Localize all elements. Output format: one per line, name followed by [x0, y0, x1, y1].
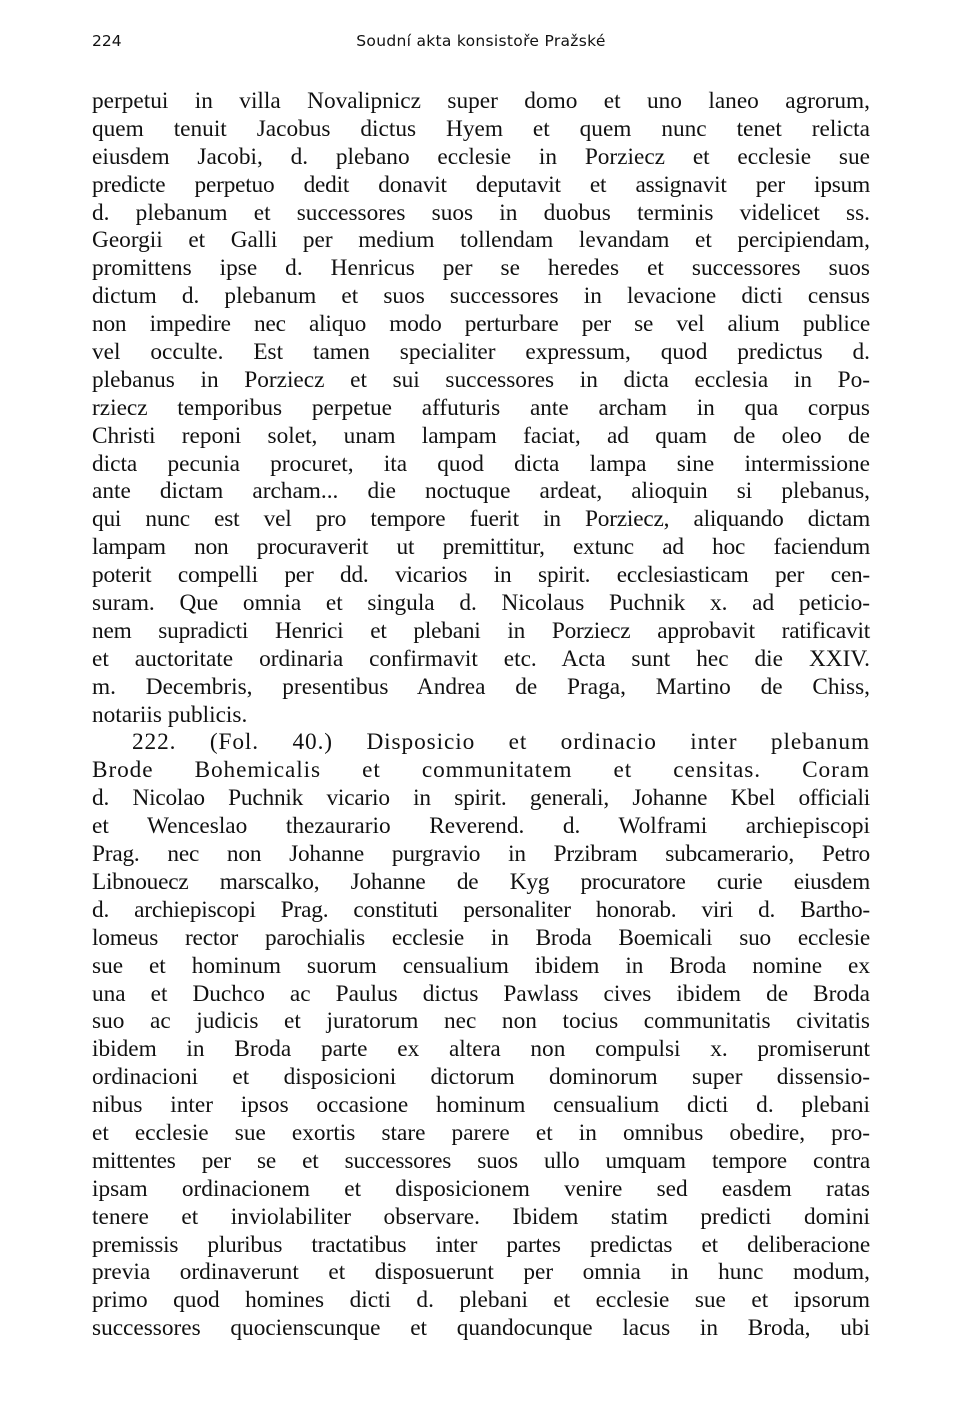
text-line: una et Duchco ac Paulus dictus Pawlass cives ibidem de Broda — [92, 980, 870, 1007]
text-line: Georgii et Galli per medium tollendam levandam et percipiendam, — [92, 227, 870, 254]
text-line: lomeus rector parochialis ecclesie in Broda Boemicali suo ecclesie — [92, 924, 870, 951]
text-line: primo quod homines dicti d. plebani et ecclesie sue et ipsorum — [92, 1287, 870, 1314]
text-line: et auctoritate ordinaria confirmavit etc. Acta sunt hec die XXIV. — [92, 645, 870, 672]
text-line: dicta pecunia procuret, ita quod dicta lampa sine intermissione — [92, 450, 870, 477]
text-line: et Wenceslao thezaurario Reverend. d. Wolframi archiepiscopi — [92, 813, 870, 840]
text-line: Libnouecz marscalko, Johanne de Kyg procuratore curie eiusdem — [92, 868, 870, 895]
text-line: nem supradicti Henrici et plebani in Porziecz approbavit ratificavit — [92, 617, 870, 644]
text-line: non impedire nec aliquo modo perturbare per se vel alium publice — [92, 311, 870, 338]
page-header — [92, 32, 870, 56]
text-line: nibus inter ipsos occasione hominum censualium dicti d. plebani — [92, 1092, 870, 1119]
text-line: qui nunc est vel pro tempore fuerit in Porziecz, aliquando dictam — [92, 506, 870, 533]
text-body — [92, 88, 870, 1343]
text-line: mittentes per se et successores suos ullo umquam tempore contra — [92, 1147, 870, 1174]
text-line: premissis pluribus tractatibus inter partes predictas et deliberacione — [92, 1231, 870, 1258]
text-line: ante dictam archam... die noctuque ardeat, alioquin si plebanus, — [92, 478, 870, 505]
text-line: perpetui in villa Novalipnicz super domo et uno laneo agrorum, — [92, 88, 870, 114]
page-number: 224 — [92, 32, 122, 50]
text-line: predicte perpetuo dedit donavit deputavit et assignavit per ipsum — [92, 171, 870, 198]
text-line: quem tenuit Jacobus dictus Hyem et quem nunc tenet relicta — [92, 115, 870, 142]
text-line: tenere et inviolabiliter observare. Ibidem statim predicti domini — [92, 1203, 870, 1230]
text-line: suo ac judicis et juratorum nec non tocius communitatis civitatis — [92, 1008, 870, 1035]
text-line: suram. Que omnia et singula d. Nicolaus Puchnik x. ad peticio- — [92, 590, 870, 617]
text-line: poterit compelli per dd. vicarios in spirit. ecclesiasticam per cen- — [92, 562, 870, 589]
text-line: et ecclesie sue exortis stare parere et in omnibus obedire, pro- — [92, 1119, 870, 1146]
text-line: promittens ipse d. Henricus per se heredes et successores suos — [92, 255, 870, 282]
text-line: dictum d. plebanum et suos successores in levacione dicti census — [92, 283, 870, 310]
text-line: m. Decembris, presentibus Andrea de Praga, Martino de Chiss, — [92, 673, 870, 700]
text-line: rziecz temporibus perpetue affuturis ante archam in qua corpus — [92, 394, 870, 421]
text-line: ordinacioni et disposicioni dictorum dominorum super dissensio- — [92, 1064, 870, 1091]
text-line: d. Nicolao Puchnik vicario in spirit. generali, Johanne Kbel officiali — [92, 785, 870, 812]
text-line: d. plebanum et successores suos in duobus terminis videlicet ss. — [92, 199, 870, 226]
text-line: vel occulte. Est tamen specialiter expressum, quod predictus d. — [92, 339, 870, 366]
text-line: eiusdem Jacobi, d. plebano ecclesie in Porziecz et ecclesie sue — [92, 143, 870, 170]
text-line: successores quocienscunque et quandocunque lacus in Broda, ubi — [92, 1315, 870, 1342]
text-line: ibidem in Broda parte ex altera non compulsi x. promiserunt — [92, 1036, 870, 1063]
text-line: lampam non procuraverit ut premittitur, extunc ad hoc faciendum — [92, 534, 870, 561]
text-line: notariis publicis. — [92, 701, 248, 728]
entry-heading-line: 222. (Fol. 40.) Disposicio et ordinacio inter plebanum — [132, 729, 870, 756]
text-line: Prag. nec non Johanne purgravio in Przibram subcamerario, Petro — [92, 841, 870, 868]
text-line: sue et hominum suorum censualium ibidem in Broda nomine ex — [92, 952, 870, 979]
running-head: Soudní akta konsistoře Pražské — [356, 32, 606, 50]
text-line: d. archiepiscopi Prag. constituti personaliter honorab. viri d. Bartho- — [92, 896, 870, 923]
text-line: ipsam ordinacionem et disposicionem venire sed easdem ratas — [92, 1175, 870, 1202]
text-line: previa ordinaverunt et disposuerunt per omnia in hunc modum, — [92, 1259, 870, 1286]
entry-heading-line: Brode Bohemicalis et communitatem et censitas. Coram — [92, 757, 870, 784]
text-line: Christi reponi solet, unam lampam faciat, ad quam de oleo de — [92, 422, 870, 449]
text-line: plebanus in Porziecz et sui successores in dicta ecclesia in Po- — [92, 366, 870, 393]
